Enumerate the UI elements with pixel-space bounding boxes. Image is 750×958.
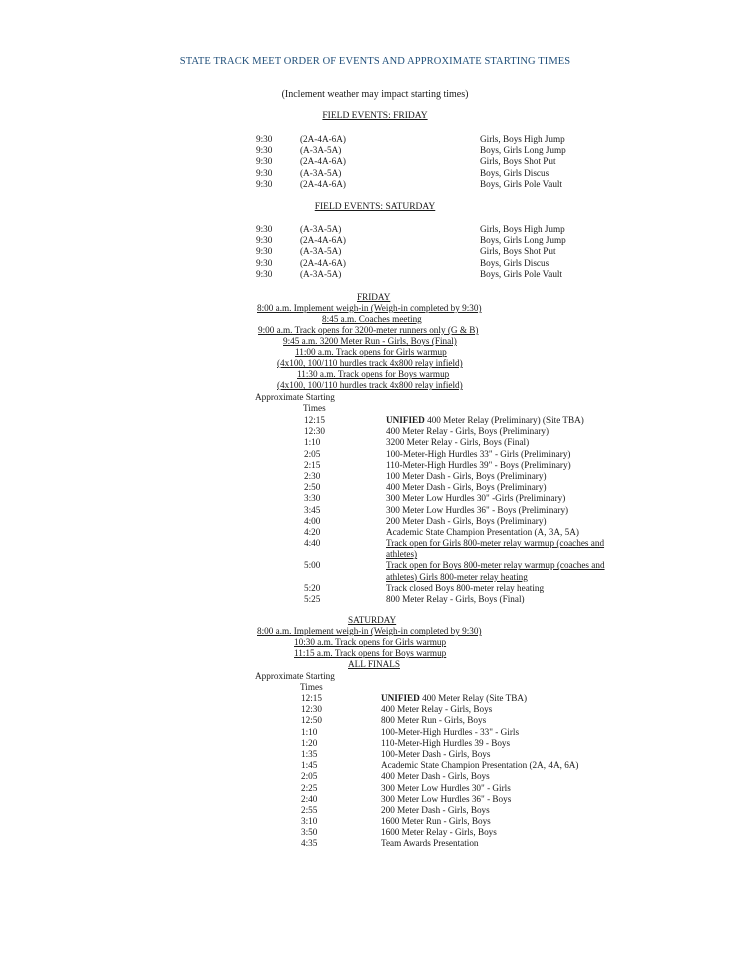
field-event: Boys, Girls Pole Vault [480, 178, 563, 189]
event-time: 2:30 [304, 470, 321, 481]
event-time: 4:00 [304, 515, 321, 526]
field-classes: (2A-4A-6A) [300, 156, 346, 167]
event-desc: 400 Meter Dash - Girls, Boys (Preliminary) [386, 482, 547, 493]
event-desc: 400 Meter Relay - Girls, Boys (Preliminary) [386, 426, 550, 437]
field-row [256, 269, 586, 280]
event-row [304, 449, 664, 460]
page-title: STATE TRACK MEET ORDER OF EVENTS AND APPROXIMATE STARTING TIMES [179, 56, 571, 67]
field-classes: (A-3A-5A) [300, 224, 342, 234]
field-row [256, 246, 586, 257]
friday-heading: FRIDAY [357, 292, 391, 302]
event-desc: 100-Meter-High Hurdles - 33" - Girls [381, 726, 520, 737]
event-time: 2:40 [301, 793, 318, 804]
event-desc: 300 Meter Low Hurdles 30" -Girls (Preliminary) [386, 493, 566, 504]
field-time: 9:30 [256, 246, 273, 257]
event-row [304, 493, 664, 504]
event-row [304, 482, 664, 493]
event-desc: 400 Meter Relay - Girls, Boys [381, 704, 493, 715]
field-row [256, 145, 586, 156]
event-desc [386, 415, 622, 426]
friday-note: (4x100, 100/110 hurdles track 4x800 relay infield) [277, 380, 463, 390]
event-time: 3:30 [304, 493, 321, 504]
event-desc: 100 Meter Dash - Girls, Boys (Preliminary) [386, 470, 547, 481]
event-text: 400 Meter Relay (Preliminary) (Site TBA) [424, 415, 584, 425]
event-time: 2:05 [304, 448, 321, 459]
saturday-times-label: Times [300, 682, 323, 692]
friday-note: 9:45 a.m. 3200 Meter Run - Girls, Boys (Final) [283, 336, 457, 346]
field-time: 9:30 [256, 235, 273, 246]
field-time: 9:30 [256, 134, 273, 144]
event-desc: 300 Meter Low Hurdles 30" - Girls [381, 782, 511, 793]
event-desc: 3200 Meter Relay - Girls, Boys (Final) [386, 437, 530, 448]
event-time: 12:30 [301, 704, 322, 715]
event-row [304, 460, 664, 471]
event-text: 400 Meter Relay (Site TBA) [419, 693, 528, 703]
event-row [301, 816, 661, 827]
event-row [304, 471, 664, 482]
event-desc: 110-Meter-High Hurdles 39 - Boys [381, 737, 511, 748]
event-time: 12:30 [304, 426, 325, 437]
field-row [256, 224, 586, 235]
event-desc: 100-Meter Dash - Girls, Boys [381, 748, 491, 759]
event-time: 1:20 [301, 737, 318, 748]
event-row [304, 415, 664, 426]
friday-note: 11:00 a.m. Track opens for Girls warmup [295, 347, 447, 357]
friday-note: 11:30 a.m. Track opens for Boys warmup [297, 369, 450, 379]
event-time: 2:25 [301, 782, 318, 793]
event-time: 12:50 [301, 715, 322, 726]
field-time: 9:30 [256, 224, 273, 234]
field-row [256, 156, 586, 167]
field-event: Boys, Girls Long Jump [480, 145, 566, 156]
field-row [256, 235, 586, 246]
event-time: 1:35 [301, 748, 318, 759]
event-time: 3:10 [301, 816, 318, 827]
event-time: 4:40 [304, 538, 321, 549]
field-saturday-table [256, 224, 586, 280]
event-time: 5:00 [304, 560, 321, 571]
field-row [256, 179, 586, 190]
field-event: Boys, Girls Long Jump [480, 235, 566, 246]
field-row [256, 168, 586, 179]
event-row [301, 693, 661, 704]
event-time: 1:10 [301, 726, 318, 737]
field-classes: (2A-4A-6A) [300, 257, 346, 268]
field-classes: (2A-4A-6A) [300, 235, 346, 246]
event-desc: Academic State Champion Presentation (2A, 4A, 6A) [381, 760, 579, 771]
field-saturday-heading: FIELD EVENTS: SATURDAY [314, 202, 436, 212]
friday-times-label: Times [303, 403, 326, 413]
field-event: Girls, Boys Shot Put [480, 246, 556, 257]
field-event: Boys, Girls Discus [480, 257, 550, 268]
unified-label: UNIFIED [381, 693, 420, 703]
event-time: 12:15 [301, 693, 322, 703]
field-time: 9:30 [256, 268, 273, 279]
unified-label: UNIFIED [386, 415, 425, 425]
event-desc: Track open for Girls 800-meter relay warmup (coaches and athletes) [386, 538, 605, 560]
saturday-approx-label: Approximate Starting [255, 671, 335, 681]
field-time: 9:30 [256, 145, 273, 156]
saturday-note: ALL FINALS [348, 659, 400, 669]
event-desc: 300 Meter Low Hurdles 36" - Boys [381, 793, 512, 804]
friday-note: 8:45 a.m. Coaches meeting [322, 314, 422, 324]
event-row [304, 516, 664, 527]
saturday-heading: SATURDAY [348, 615, 397, 625]
field-time: 9:30 [256, 156, 273, 167]
event-desc: 800 Meter Run - Girls, Boys [381, 715, 487, 726]
event-row [301, 760, 661, 771]
field-event: Girls, Boys High Jump [480, 224, 565, 234]
event-desc: 400 Meter Dash - Girls, Boys [381, 771, 490, 782]
event-desc: 200 Meter Dash - Girls, Boys (Preliminary) [386, 515, 547, 526]
field-classes: (2A-4A-6A) [300, 178, 346, 189]
saturday-note: 10:30 a.m. Track opens for Girls warmup [294, 637, 447, 647]
saturday-events [301, 693, 661, 850]
event-time: 3:50 [301, 827, 318, 838]
event-row [301, 794, 661, 805]
event-row [301, 805, 661, 816]
field-classes: (A-3A-5A) [300, 268, 342, 279]
event-time: 2:15 [304, 459, 321, 470]
event-desc: 100-Meter-High Hurdles 33" - Girls (Preliminary) [386, 448, 571, 459]
event-row [301, 749, 661, 760]
event-time: 5:20 [304, 582, 321, 593]
event-desc: 300 Meter Low Hurdles 36" - Boys (Preliminary) [386, 504, 569, 515]
event-time: 1:45 [301, 760, 318, 771]
friday-events [304, 415, 664, 605]
event-time: 2:50 [304, 482, 321, 493]
event-row [301, 827, 661, 838]
field-classes: (2A-4A-6A) [300, 134, 346, 144]
event-row [301, 704, 661, 715]
field-time: 9:30 [256, 257, 273, 268]
event-row [304, 527, 664, 538]
event-row [304, 437, 664, 448]
field-time: 9:30 [256, 178, 273, 189]
event-time: 1:10 [304, 437, 321, 448]
saturday-note: 11:15 a.m. Track opens for Boys warmup [294, 648, 447, 658]
event-desc: 1600 Meter Run - Girls, Boys [381, 816, 491, 827]
weather-note: (Inclement weather may impact starting times) [281, 89, 469, 100]
event-desc: Track open for Boys 800-meter relay warmup (coaches and athletes) Girls 800-meter relay heating [386, 560, 605, 582]
event-time: 2:55 [301, 804, 318, 815]
event-row [301, 838, 661, 849]
event-row [304, 426, 664, 437]
event-time: 4:35 [301, 838, 318, 849]
event-time: 2:05 [301, 771, 318, 782]
event-time: 5:25 [304, 594, 321, 605]
event-row [304, 538, 664, 560]
event-row [301, 738, 661, 749]
event-row [304, 583, 664, 594]
event-row [301, 783, 661, 794]
event-desc: Team Awards Presentation [381, 838, 479, 849]
event-row [301, 771, 661, 782]
event-row [304, 560, 664, 582]
event-row [304, 594, 664, 605]
event-time: 4:20 [304, 526, 321, 537]
event-row [304, 505, 664, 516]
event-row [301, 727, 661, 738]
event-desc: Track closed Boys 800-meter relay heating [386, 582, 545, 593]
field-event: Girls, Boys Shot Put [480, 156, 556, 167]
friday-approx-label: Approximate Starting [255, 392, 335, 402]
saturday-note: 8:00 a.m. Implement weigh-in (Weigh-in completed by 9:30) [257, 626, 482, 636]
field-row [256, 134, 586, 145]
event-desc: 110-Meter-High Hurdles 39" - Boys (Preliminary) [386, 459, 571, 470]
event-desc: 200 Meter Dash - Girls, Boys [381, 804, 490, 815]
event-time: 12:15 [304, 415, 325, 425]
field-time: 9:30 [256, 167, 273, 178]
field-row [256, 258, 586, 269]
field-event: Girls, Boys High Jump [480, 134, 565, 144]
event-desc: 1600 Meter Relay - Girls, Boys [381, 827, 497, 838]
friday-note: 8:00 a.m. Implement weigh-in (Weigh-in completed by 9:30) [257, 303, 482, 313]
field-event: Boys, Girls Discus [480, 167, 550, 178]
event-desc [381, 693, 641, 704]
field-classes: (A-3A-5A) [300, 246, 342, 257]
friday-note: (4x100, 100/110 hurdles track 4x800 relay infield) [277, 358, 463, 368]
field-friday-heading: FIELD EVENTS: FRIDAY [322, 111, 428, 121]
event-time: 3:45 [304, 504, 321, 515]
event-desc: 800 Meter Relay - Girls, Boys (Final) [386, 594, 525, 605]
field-classes: (A-3A-5A) [300, 145, 342, 156]
event-row [301, 715, 661, 726]
field-friday-table [256, 134, 586, 190]
field-event: Boys, Girls Pole Vault [480, 268, 563, 279]
event-desc: Academic State Champion Presentation (A, 3A, 5A) [386, 526, 579, 537]
field-classes: (A-3A-5A) [300, 167, 342, 178]
friday-note: 9:00 a.m. Track opens for 3200-meter runners only (G & B) [258, 325, 479, 335]
